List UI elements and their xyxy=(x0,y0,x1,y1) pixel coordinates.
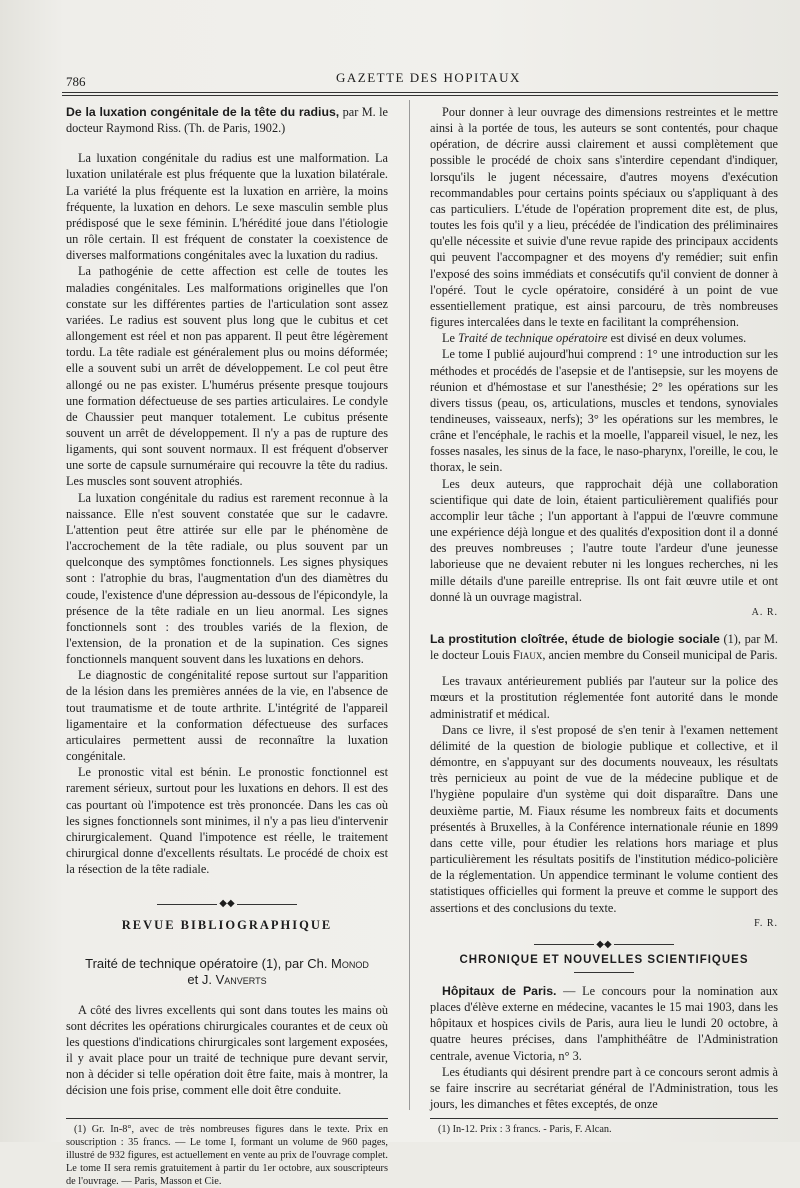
book-title-italic: Traité de technique opératoire xyxy=(458,331,608,346)
section-title: REVUE BIBLIOGRAPHIQUE xyxy=(121,918,333,933)
paragraph-hopitaux xyxy=(430,983,778,1064)
paragraph: Dans ce livre, il s'est proposé de s'en tenir à l'examen nettement délimité de la question de biologie publique et collective, et il démontre, en s'appuyant sur des documents nouveaux, les résultats très pernicieux au point de vue de la médecine publique et de l'hygiène populaire d'un système qui doit disparaître. Dans une deuxième partie, M. Fiaux résume les nombreux faits et documents présentés à Bruxelles, à la Conférence internationale réunie en 1899 dans cette ville, pour étudier les relations hors mariage et plus particulièrement les résultats positifs de l'institution médico-policière de la réglementation. Un appendice terminant le volume contient des statistiques officielles qui forment la preuve et comme le support des assertions et des conclusions du texte. xyxy=(430,722,778,915)
article-title-luxation xyxy=(66,104,388,136)
book-author-2: Vanverts xyxy=(215,971,267,987)
book-title-traite xyxy=(66,956,388,988)
footnote: (1) Gr. In-8°, avec de très nombreuses figures dans le texte. Prix en souscription : 35 francs. — Le tome I, formant un volume de 960 pages, illustré de 932 figures, est actuellement en vente au prix de l'ouvrage complet. Le tome II sera remis gratuitement à partir du 1er octobre, aux souscripteurs de l'ouvrage. — Paris, Masson et Cie. xyxy=(66,1124,388,1188)
footnote-rule xyxy=(66,1118,388,1119)
text: est divisé en deux volumes. xyxy=(607,331,747,346)
paragraph: La pathogénie de cette affection est celle de toutes les maladies congénitales. Les malformations originelles que l'on constate sur les différentes parties de l'articulation sont assez variées. Le radius est souvent plus long que le cubitus et cet allongement est réel et non pas apparent. Il peut être légèrement tordu. La tête radiale est généralement plus ou moins déformée; elle a souvent subi un arrêt de développement. Le col peut être allongé ou ne pas exister. L'humérus présente presque toujours une formation défectueuse de ses parties articulaires. Le condyle de Chaussier peut manquer totalement. Le cubitus présente souvent un arrêt de développement. Il n'y a pas de rupture des ligaments, qui sont souvent normaux. Il est fréquent d'observer une sorte de capsule surnuméraire qui recouvre la tête du radius. Les muscles sont souvent atrophiés. xyxy=(66,264,388,489)
footnote: (1) In-12. Prix : 3 francs. - Paris, F. Alcan. xyxy=(438,1124,612,1136)
section-title: CHRONIQUE ET NOUVELLES SCIENTIFIQUES xyxy=(459,953,749,966)
text: — Le concours pour la nomination aux places d'élève externe en médecine, vacantes le 15 mai 1903, dans les hôpitaux et hospices civils de Paris, aura lieu le lundi 20 octobre, à quatre heures précises, dans l'amphithéâtre de l'Administration centrale, avenue Victoria, n° 3. xyxy=(430,983,778,1063)
paragraph: A côté des livres excellents qui sont dans toutes les mains où sont décrites les opérations chirurgicales courantes et de ceux où les questions d'indications chirurgicales sont largement exposées, il y avait place pour un traité de technique pure devant servir, non à décider si telle opération doit être faite, mais à montrer, la décision une fois prise, comment elle doit être conduite. xyxy=(66,1002,388,1098)
book-title: Traité de technique opératoire (1), par Ch. xyxy=(85,955,332,971)
article-title-rest: par M. le docteur Raymond Riss. (Th. de Paris, 1902.) xyxy=(66,105,389,136)
article-title-bold: La prostitution cloîtrée, étude de biologie sociale xyxy=(430,632,720,646)
text: , ancien membre du Conseil municipal de Paris. xyxy=(542,648,778,663)
header-rule xyxy=(62,92,778,93)
article-title-bold: De la luxation congénitale de la tête du radius, xyxy=(66,105,340,119)
left-column xyxy=(66,104,388,1188)
paragraph: Les étudiants qui désirent prendre part à ce concours seront admis à se faire inscrire au secrétariat général de l'Administration, tous les jours, les dimanches et fêtes exceptés, de onze xyxy=(430,1064,778,1112)
ornament-divider: ◆◆ xyxy=(430,936,778,946)
paragraph-traite xyxy=(430,330,778,346)
running-title: GAZETTE DES HOPITAUX xyxy=(336,70,521,85)
paragraph: Le tome I publié aujourd'hui comprend : 1° une introduction sur les méthodes et procédés de l'asepsie et de l'antisepsie, sur les moyens de réunion et d'hémostase et sur l'anesthésie; 2° les opérations sur les divers tissus (peau, os, articulations, muscles et tendons, synoviales tendineuses, vaisseaux, nerfs); 3° les opérations sur les membres, le crâne et l'encéphale, le rachis et la moelle, l'appareil visuel, le nez, les fosses nasales, les sinus de la face, le naso-pharynx, l'oreille, le cou, le thorax, le sein. xyxy=(430,347,778,475)
page-number: 786 xyxy=(66,74,86,89)
ornament-divider: ◆◆ xyxy=(66,895,388,905)
paragraph: Les deux auteurs, que rapprochait déjà une collaboration scientifique qui date de loin, étaient particulièrement qualifiés pour accomplir leur tâche ; l'un apportant à l'appui de l'œuvre commune une expérience déjà longue et des qualités d'exposition dont il a donné des preuves nombreuses ; l'autre toute l'ardeur d'une jeunesse laborieuse que ne devaient rebuter ni les longues recherches, ni les mille détails d'une pareille entreprise. Ils ont fait œuvre utile et ont donné là un ouvrage magistral. xyxy=(430,476,778,604)
text: (1), par M. le docteur Louis xyxy=(430,632,778,663)
right-column xyxy=(430,104,778,1136)
footnote-rule xyxy=(430,1118,778,1119)
signature: F. R. xyxy=(754,917,778,929)
article-title-prostitution xyxy=(430,631,778,663)
signature: A. R. xyxy=(751,606,778,618)
paragraph: Le pronostic vital est bénin. Le pronostic fonctionnel est rarement sérieux, surtout pour les luxations en dehors. Il est des cas pourtant où l'impotence est très prononcée. Dans les cas où les signes fonctionnels sont minimes, il n'y a pas lieu d'intervenir chirurgicalement. Quand l'impotence est réelle, le traitement chirurgical donne d'excellents résultats. Le procédé de choix est la résection de la tête radiale. xyxy=(66,765,388,877)
paragraph: La luxation congénitale du radius est une malformation. La luxation unilatérale est plus fréquente que la luxation bilatérale. La variété la plus fréquente est la luxation en arrière, la moins fréquente, la luxation en dehors. Le sexe masculin semble plus prédisposé que le sexe féminin. L'hérédité joue dans l'étiologie un rôle certain. Il est fréquent de constater la coexistence de diverses malformations congénitales avec la luxation du radius. xyxy=(66,151,388,263)
column-separator xyxy=(409,100,410,1110)
short-rule xyxy=(574,972,634,973)
paragraph: La luxation congénitale du radius est rarement reconnue à la naissance. Elle n'est souvent constatée que sur le cadavre. L'attention peut être attirée sur elle par le phénomène de l'accrochement de la tête radiale, ou plus souvent par un quelconque des symptômes fonctionnels. Les signes physiques sont : l'atrophie du bras, l'augmentation d'un des diamètres du coude, l'existence d'une dépression au-dessous de l'épicondyle, la présence de la tête radiale en un lieu anormal. Les signes fonctionnels sont : des troubles variés de la flexion, de l'extension, de la pronation et de la supination. Ces signes fonctionnels manquent souvent dans les luxations en dehors. xyxy=(66,490,388,667)
paragraph: Le diagnostic de congénitalité repose surtout sur l'apparition de la lésion dans les premières années de la vie, en l'absence de tout traumatisme et de toute arthrite. L'intégrité de l'appareil ligamentaire et la conformation défectueuse des surfaces articulaires permettent aussi de reconnaître la luxation congénitale. xyxy=(66,668,388,764)
text: Le xyxy=(442,331,459,346)
book-and: et J. xyxy=(187,971,216,987)
author: Fiaux xyxy=(512,648,543,663)
paragraph: Les travaux antérieurement publiés par l'auteur sur la police des mœurs et la prostitution réglementée font autorité dans le monde administratif et médical. xyxy=(430,674,778,721)
book-author-1: Monod xyxy=(331,955,369,971)
news-lead: Hôpitaux de Paris. xyxy=(442,983,557,998)
paragraph: Pour donner à leur ouvrage des dimensions restreintes et le mettre ainsi à la portée de tous, les auteurs se sont contentés, pour chaque opération, de décrire aussi clairement et aussi complètement que possible le procédé de choix sans s'interdire cependant d'indiquer, lorsqu'ils le jugent nécessaire, d'autres moyens d'exécution recommandables pour certains points spéciaux ou s'appliquant à des cas particuliers. L'étude de l'opération proprement dite est, de plus, toutes les fois qu'il y a lieu, précédée de l'indication des préliminaires qu'elle nécessite et suivie d'une revue rapide des principaux accidents qui peuvent l'accompagner et des moyens d'y remédier; suit enfin l'exposé des soins immédiats et consécutifs qu'il convient de donner à l'opéré. Tout le cycle opératoire, considéré à un point de vue essentiellement pratique, est ainsi parcouru, de très nombreuses figures intercalées dans le texte en facilitant la compréhension. xyxy=(430,105,778,330)
header-rule-2 xyxy=(62,95,778,96)
